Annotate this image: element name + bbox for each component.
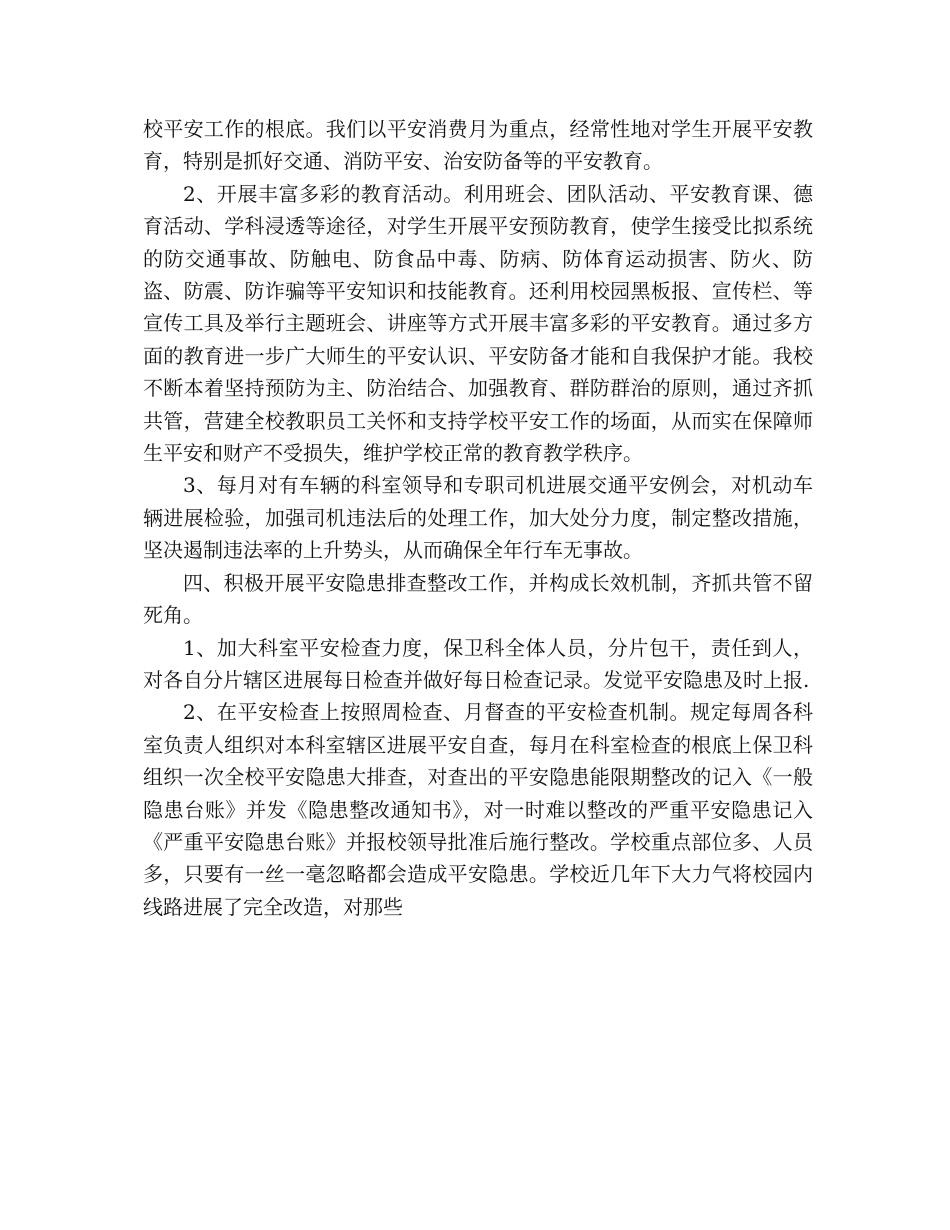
paragraph-5: 1、加大科室平安检查力度，保卫科全体人员，分片包干，责任到人，对各自分片辖区进展每日检查并做好每日检查记录。发觉平安隐患及时上报. [143, 635, 813, 692]
paragraph-2: 2、开展丰富多彩的教育活动。利用班会、团队活动、平安教育课、德育活动、学科浸透等途径，对学生开展平安预防教育，使学生接受比拟系统的防交通事故、防触电、防食品中毒、防病、防体育运动损害、防火、防盗、防震、防诈骗等平安知识和技能教育。还利用校园黑板报、宣传栏、等宣传工具及举行主题班会、讲座等方式开展丰富多彩的平安教育。通过多方面的教育进一步广大师生的平安认识、平安防备才能和自我保护才能。我校不断本着坚持预防为主、防治结合、加强教育、群防群治的原则，通过齐抓共管，营建全校教职员工关怀和支持学校平安工作的场面，从而实在保障师生平安和财产不受损失，维护学校正常的教育教学秩序。 [143, 181, 813, 466]
document-body [143, 113, 813, 923]
paragraph-6: 2、在平安检查上按照周检查、月督查的平安检查机制。规定每周各科室负责人组织对本科室辖区进展平安自查，每月在科室检查的根底上保卫科组织一次全校平安隐患大排查，对查出的平安隐患能限期整改的记入《一般隐患台账》并发《隐患整改通知书》，对一时难以整改的严重平安隐患记入《严重平安隐患台账》并报校领导批准后施行整改。学校重点部位多、人员多，只要有一丝一毫忽略都会造成平安隐患。学校近几年下大力气将校园内线路进展了完全改造，对那些 [143, 700, 813, 919]
paragraph-4: 四、积极开展平安隐患排查整改工作，并构成长效机制，齐抓共管不留死角。 [143, 570, 813, 628]
paragraph-1: 校平安工作的根底。我们以平安消费月为重点，经常性地对学生开展平安教育，特别是抓好交通、消防平安、治安防备等的平安教育。 [143, 117, 813, 174]
paragraph-3: 3、每月对有车辆的科室领导和专职司机进展交通平安例会，对机动车辆进展检验，加强司机违法后的处理工作，加大处分力度，制定整改措施，坚决遏制违法率的上升势头，从而确保全年行车无事故。 [143, 473, 813, 563]
